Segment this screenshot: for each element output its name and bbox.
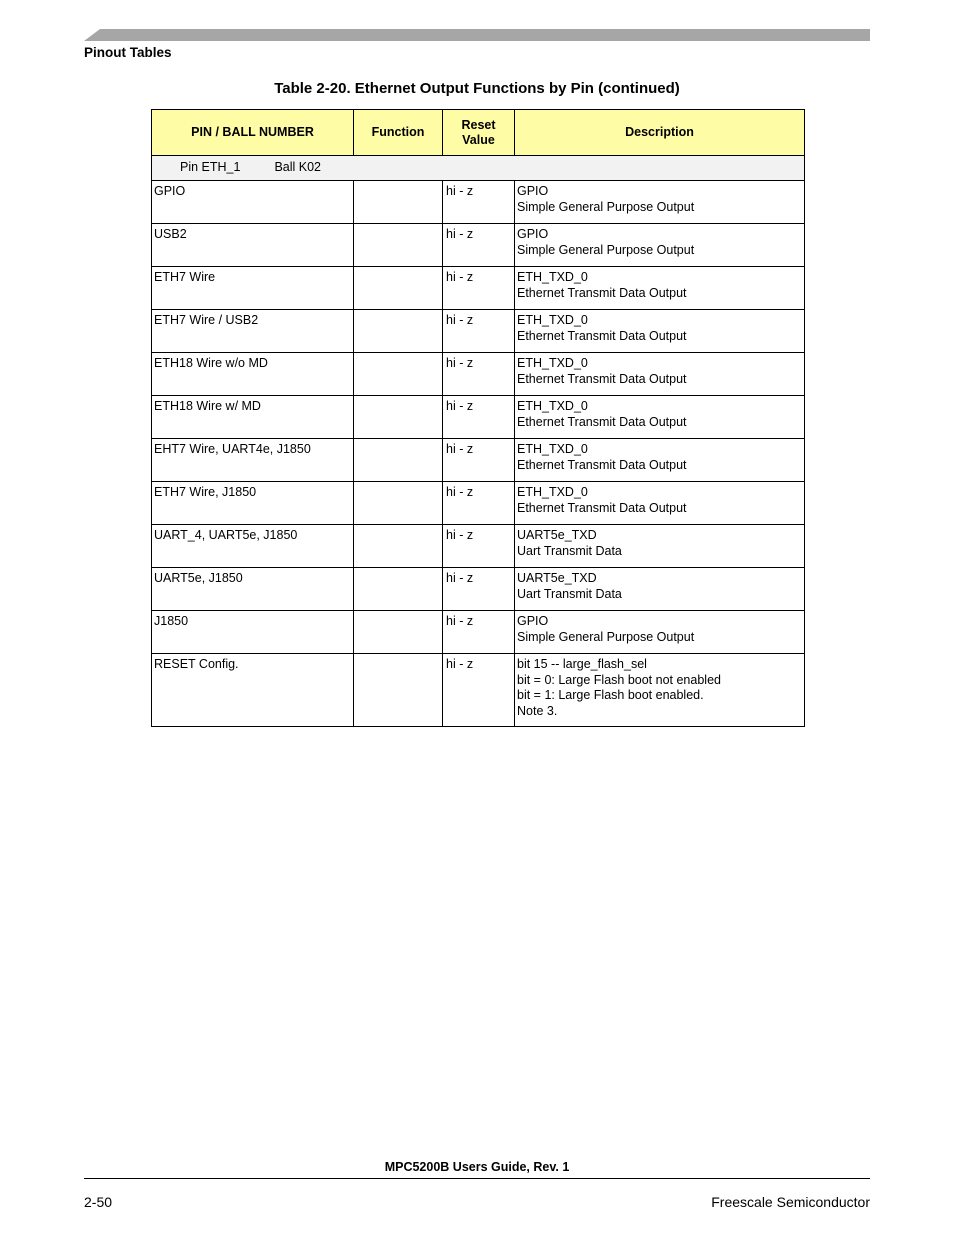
function-cell <box>354 525 443 568</box>
table-row <box>152 310 805 353</box>
function-cell <box>354 482 443 525</box>
table-row <box>152 611 805 654</box>
pin-cell: USB2 <box>152 224 354 267</box>
table-row <box>152 396 805 439</box>
description-cell <box>515 439 805 482</box>
table-row <box>152 181 805 224</box>
pin-cell: UART5e, J1850 <box>152 568 354 611</box>
description-line: Simple General Purpose Output <box>517 242 695 257</box>
table-row <box>152 525 805 568</box>
column-header-function: Function <box>354 110 443 156</box>
description-line: Ethernet Transmit Data Output <box>517 328 687 343</box>
description-line: UART5e_TXD <box>517 528 597 542</box>
function-cell <box>354 353 443 396</box>
group-cell <box>152 156 805 181</box>
table-caption: Table 2-20. Ethernet Output Functions by Pin (continued) <box>274 80 680 97</box>
table-row <box>152 654 805 727</box>
description-line: ETH_TXD_0 <box>517 485 588 499</box>
function-cell <box>354 611 443 654</box>
reset-value-cell: hi - z <box>443 353 515 396</box>
function-cell <box>354 654 443 727</box>
description-cell <box>515 224 805 267</box>
description-line: ETH_TXD_0 <box>517 270 588 284</box>
function-cell <box>354 267 443 310</box>
ethernet-output-table <box>151 109 805 727</box>
section-title: Pinout Tables <box>84 45 172 60</box>
reset-value-cell: hi - z <box>443 224 515 267</box>
description-line: Ethernet Transmit Data Output <box>517 500 687 515</box>
description-cell <box>515 181 805 224</box>
pin-cell: ETH18 Wire w/o MD <box>152 353 354 396</box>
description-cell <box>515 654 805 727</box>
table-row <box>152 224 805 267</box>
description-cell <box>515 611 805 654</box>
description-line: Ethernet Transmit Data Output <box>517 457 687 472</box>
pin-cell: J1850 <box>152 611 354 654</box>
group-pin-label: Pin ETH_1 <box>180 160 241 175</box>
reset-value-cell: hi - z <box>443 439 515 482</box>
description-line: Uart Transmit Data <box>517 543 622 558</box>
description-line: Ethernet Transmit Data Output <box>517 285 687 300</box>
description-cell <box>515 568 805 611</box>
group-row <box>152 156 805 181</box>
footer-guide-title: MPC5200B Users Guide, Rev. 1 <box>384 1160 570 1174</box>
reset-value-cell: hi - z <box>443 525 515 568</box>
description-line: GPIO <box>517 614 549 628</box>
pin-cell: ETH7 Wire <box>152 267 354 310</box>
table-row <box>152 482 805 525</box>
table-header-row <box>152 110 805 156</box>
column-header-description: Description <box>515 110 805 156</box>
description-line: Uart Transmit Data <box>517 586 622 601</box>
reset-value-cell: hi - z <box>443 181 515 224</box>
description-line: ETH_TXD_0 <box>517 356 588 370</box>
description-line: Simple General Purpose Output <box>517 629 695 644</box>
function-cell <box>354 310 443 353</box>
description-cell <box>515 267 805 310</box>
description-cell <box>515 353 805 396</box>
column-header-pin: PIN / BALL NUMBER <box>152 110 354 156</box>
table-row <box>152 568 805 611</box>
column-header-reset-value <box>443 110 515 156</box>
description-line: ETH_TXD_0 <box>517 399 588 413</box>
description-line: Ethernet Transmit Data Output <box>517 371 687 386</box>
description-line: GPIO <box>517 227 549 241</box>
function-cell <box>354 439 443 482</box>
pin-cell: GPIO <box>152 181 354 224</box>
footer-page-number: 2-50 <box>84 1194 113 1210</box>
pin-cell: UART_4, UART5e, J1850 <box>152 525 354 568</box>
group-ball-label: Ball K02 <box>274 160 322 175</box>
description-line: Ethernet Transmit Data Output <box>517 414 687 429</box>
pin-cell: ETH7 Wire / USB2 <box>152 310 354 353</box>
reset-value-cell: hi - z <box>443 482 515 525</box>
description-line: bit = 0: Large Flash boot not enabled <box>517 672 721 687</box>
description-line: ETH_TXD_0 <box>517 442 588 456</box>
pin-cell: EHT7 Wire, UART4e, J1850 <box>152 439 354 482</box>
description-line: ETH_TXD_0 <box>517 313 588 327</box>
description-line: GPIO <box>517 184 549 198</box>
header-decorative-bar <box>84 29 870 41</box>
function-cell <box>354 224 443 267</box>
description-line: Note 3. <box>517 703 558 718</box>
description-cell <box>515 525 805 568</box>
table-row <box>152 267 805 310</box>
reset-value-cell: hi - z <box>443 611 515 654</box>
function-cell <box>354 181 443 224</box>
pin-cell: ETH7 Wire, J1850 <box>152 482 354 525</box>
description-cell <box>515 396 805 439</box>
reset-value-cell: hi - z <box>443 310 515 353</box>
description-line: bit = 1: Large Flash boot enabled. <box>517 688 704 702</box>
reset-value-cell: hi - z <box>443 568 515 611</box>
description-line: Simple General Purpose Output <box>517 199 695 214</box>
pin-cell: RESET Config. <box>152 654 354 727</box>
description-cell <box>515 310 805 353</box>
footer-divider <box>84 1178 870 1179</box>
reset-value-cell: hi - z <box>443 654 515 727</box>
reset-value-cell: hi - z <box>443 396 515 439</box>
reset-value-cell: hi - z <box>443 267 515 310</box>
pin-cell: ETH18 Wire w/ MD <box>152 396 354 439</box>
table-row <box>152 353 805 396</box>
function-cell <box>354 396 443 439</box>
reset-value-label: Reset Value <box>461 117 496 147</box>
description-cell <box>515 482 805 525</box>
function-cell <box>354 568 443 611</box>
description-line: UART5e_TXD <box>517 571 597 585</box>
footer-company-name: Freescale Semiconductor <box>711 1194 870 1210</box>
description-line: bit 15 -- large_flash_sel <box>517 657 647 671</box>
table-row <box>152 439 805 482</box>
